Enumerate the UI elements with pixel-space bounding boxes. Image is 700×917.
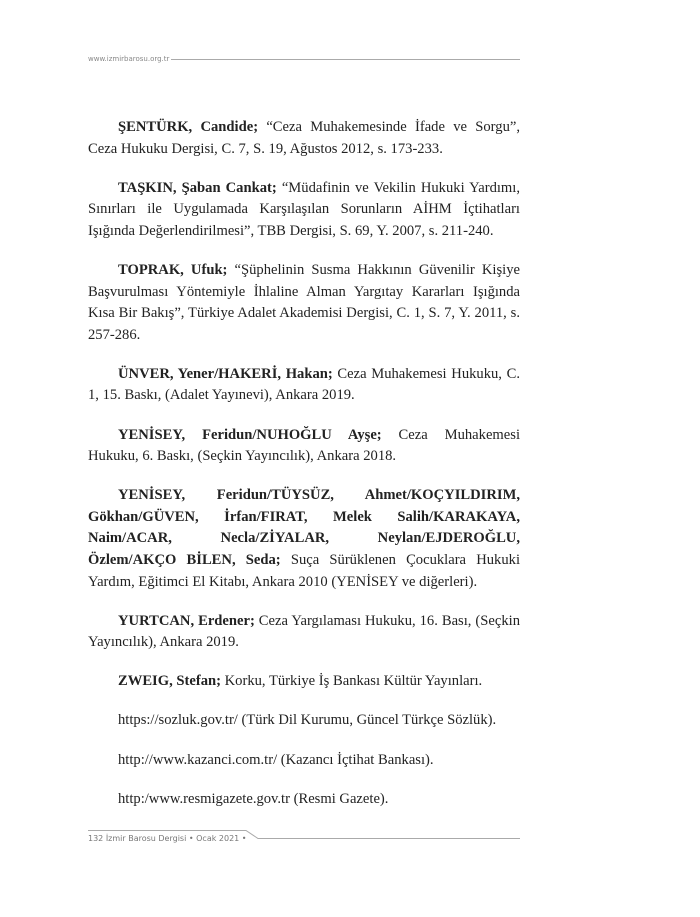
entry-text: Ceza Muhakemesi Hukuku, 6. Baskı, (Seçkin Yayıncılık), Ankara 2018. xyxy=(88,426,520,465)
bibliography-entry xyxy=(88,364,520,407)
bibliography-entry xyxy=(88,671,520,693)
bibliography-entry xyxy=(88,611,520,654)
footer-text: 132 İzmir Barosu Dergisi • Ocak 2021 • xyxy=(88,834,247,844)
web-source-entry xyxy=(88,750,520,772)
entry-text: “Müdafinin ve Vekilin Hukuki Yardımı, Sınırları ile Uygulamada Karşılaşılan Sorunların AİHM İçtihatları Işığında Değerlendirilmesi”, TBB Dergisi, S. 69, Y. 2007, s. 211-240. xyxy=(88,179,520,239)
page xyxy=(88,0,520,890)
entry-text: Ceza Yargılaması Hukuku, 16. Bası, (Seçkin Yayıncılık), Ankara 2019. xyxy=(88,612,520,651)
entry-text: Suça Sürüklenen Çocuklara Hukuki Yardım, Eğitimci El Kitabı, Ankara 2010 (YENİSEY ve diğerleri). xyxy=(88,552,521,590)
web-source-entry xyxy=(88,789,520,811)
bibliography-entry xyxy=(88,117,520,160)
entry-author: TAŞKIN, Şaban Cankat; xyxy=(118,179,277,196)
entry-text: “Şüphelinin Susma Hakkının Güvenilir Kişiye Başvurulması Yöntemiyle İhlaline Alman Yargıtay Kararları Işığında Kısa Bir Bakış”, Türkiye Adalet Akademisi Dergisi, C. 1, S. 7, Y. 2011, s. 257-286. xyxy=(88,261,520,343)
bibliography-entry xyxy=(88,260,520,346)
entry-author: ZWEIG, Stefan; xyxy=(118,673,221,690)
entry-text: Korku, Türkiye İş Bankası Kültür Yayınları. xyxy=(220,673,483,690)
entry-author: TOPRAK, Ufuk; xyxy=(118,261,228,278)
entry-text: https://sozluk.gov.tr/ (Türk Dil Kurumu, Güncel Türkçe Sözlük). xyxy=(118,712,497,729)
entry-text: http://www.kazanci.com.tr/ (Kazancı İçtihat Bankası). xyxy=(118,751,434,768)
bibliography-entry xyxy=(88,485,520,593)
bibliography-entry xyxy=(88,178,520,243)
entry-author: ŞENTÜRK, Candide; xyxy=(118,119,259,135)
entry-text: http:/www.resmigazete.gov.tr (Resmi Gazete). xyxy=(118,790,389,807)
web-source-entry xyxy=(88,710,520,732)
header-url: www.izmirbarosu.org.tr xyxy=(88,55,170,63)
entry-author: YURTCAN, Erdener; xyxy=(118,612,255,629)
bibliography xyxy=(88,117,520,810)
header-rule xyxy=(171,59,520,60)
entry-author: YENİSEY, Feridun/TÜYSÜZ, Ahmet/KOÇYILDIRIM, Gökhan/GÜVEN, İrfan/FIRAT, Melek Salih/KARAKAYA, Naim/ACAR, Necla/ZİYALAR, Neylan/EJDEROĞLU, Özlem/AKÇO BİLEN, Seda; xyxy=(88,487,520,568)
running-header xyxy=(88,54,520,64)
entry-text: Ceza Muhakemesi Hukuku, C. 1, 15. Baskı, (Adalet Yayınevi), Ankara 2019. xyxy=(88,365,520,404)
running-footer xyxy=(88,828,520,850)
entry-author: ÜNVER, Yener/HAKERİ, Hakan; xyxy=(118,365,333,382)
entry-text: “Ceza Muhakemesinde İfade ve Sorgu”, Ceza Hukuku Dergisi, C. 7, S. 19, Ağustos 2012, s. 173-233. xyxy=(88,119,520,157)
entry-author: YENİSEY, Feridun/NUHOĞLU Ayşe; xyxy=(118,426,382,443)
bibliography-entry xyxy=(88,425,520,468)
